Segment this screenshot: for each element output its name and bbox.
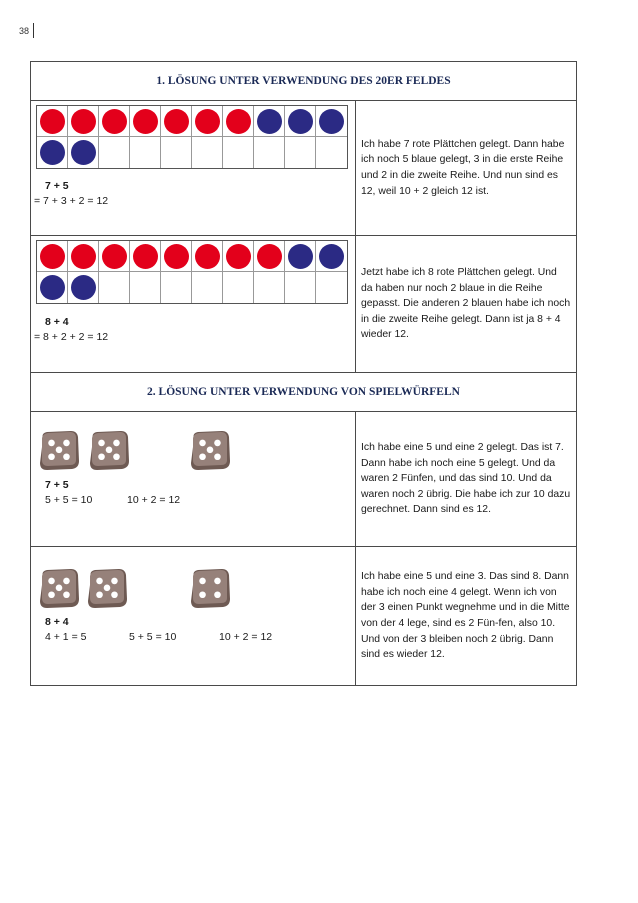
frame-cell bbox=[316, 137, 347, 168]
frame-cell bbox=[285, 241, 316, 272]
die-pip bbox=[207, 447, 214, 454]
section-1-example-1-work bbox=[31, 101, 356, 235]
frame-cell bbox=[285, 106, 316, 137]
frame-cell bbox=[254, 241, 285, 272]
frame-cell bbox=[68, 106, 99, 137]
task-label: 8 + 4 bbox=[45, 616, 69, 628]
frame-cell bbox=[161, 106, 192, 137]
frame-cell bbox=[223, 272, 254, 303]
frame-cell bbox=[285, 272, 316, 303]
frame-cell bbox=[192, 241, 223, 272]
red-counter bbox=[71, 109, 96, 134]
frame-cell bbox=[68, 272, 99, 303]
die-pip bbox=[111, 591, 118, 598]
die-pip bbox=[199, 440, 206, 447]
red-counter bbox=[102, 109, 127, 134]
red-counter bbox=[164, 109, 189, 134]
frame-cell bbox=[68, 241, 99, 272]
die-pip bbox=[106, 447, 113, 454]
red-counter bbox=[40, 244, 65, 269]
frame-row bbox=[37, 272, 347, 303]
frame-cell bbox=[37, 137, 68, 168]
die-pip bbox=[63, 453, 70, 460]
die-five-icon bbox=[188, 429, 232, 471]
section-2-title: 2. LÖSUNG UNTER VERWENDUNG VON SPIELWÜRFELN bbox=[31, 373, 576, 412]
task-label: 7 + 5 bbox=[45, 180, 69, 192]
red-counter bbox=[257, 244, 282, 269]
frame-cell bbox=[161, 137, 192, 168]
die-pip bbox=[199, 453, 206, 460]
blue-counter bbox=[71, 140, 96, 165]
frame-cell bbox=[254, 137, 285, 168]
frame-cell bbox=[254, 272, 285, 303]
die-pip bbox=[96, 578, 103, 585]
die-five-icon bbox=[37, 429, 81, 471]
die-pip bbox=[48, 453, 55, 460]
frame-cell bbox=[192, 106, 223, 137]
frame-cell bbox=[223, 106, 254, 137]
frame-row bbox=[37, 241, 347, 272]
blue-counter bbox=[40, 275, 65, 300]
section-2-example-1-row bbox=[31, 412, 576, 547]
frame-cell bbox=[37, 272, 68, 303]
die-pip bbox=[98, 440, 105, 447]
section-2-example-1-work bbox=[31, 412, 356, 546]
frame-cell bbox=[161, 241, 192, 272]
explanation-text: Jetzt habe ich 8 rote Plättchen gelegt. Und da haben nur noch 2 blaue in die Reihe gepasst. Die anderen 2 blauen habe ich noch in die zweite Reihe gelegt. Dann ist ja 8 + 4 wieder 12. bbox=[361, 267, 571, 341]
die-five-icon bbox=[85, 567, 129, 609]
die-pip bbox=[56, 585, 63, 592]
die-five-icon bbox=[87, 429, 131, 471]
blue-counter bbox=[40, 140, 65, 165]
die-pip bbox=[214, 453, 221, 460]
frame-cell bbox=[99, 241, 130, 272]
frame-cell bbox=[223, 241, 254, 272]
section-1-title: 1. LÖSUNG UNTER VERWENDUNG DES 20ER FELDES bbox=[31, 62, 576, 101]
red-counter bbox=[133, 244, 158, 269]
frame-cell bbox=[130, 272, 161, 303]
task-label: 8 + 4 bbox=[45, 316, 69, 328]
explanation-text: Ich habe eine 5 und eine 2 gelegt. Das ist 7. Dann habe ich noch eine 5 gelegt. Und da waren 2 Fünfen, und das sind 10. Und da waren noch 2 übrig. Die habe ich zur 10 dazu gerechnet. Dann sind es 12. bbox=[361, 442, 571, 516]
explanation-text: Ich habe 7 rote Plättchen gelegt. Dann habe ich noch 5 blaue gelegt, 3 in die erste Reihe und 2 in die zweite Reihe. Und nun sind es 12, weil 10 + 2 gleich 12 ist. bbox=[361, 138, 565, 197]
blue-counter bbox=[288, 244, 313, 269]
section-1-example-2-work bbox=[31, 236, 356, 372]
frame-cell bbox=[254, 106, 285, 137]
die-pip bbox=[199, 591, 206, 598]
page-number-divider bbox=[33, 23, 34, 38]
calc-step-2: 5 + 5 = 10 bbox=[129, 631, 177, 643]
explanation-text: Ich habe eine 5 und eine 3. Das sind 8. Dann habe ich noch eine 4 gelegt. Wenn ich von der 3 einen Punkt wegnehme und in die Mitte von der 4 lege, sind es 2 Fün-fen, also 10. Und von der 3 bleiben noch 2 übrig. Dann sind es wieder 12. bbox=[361, 571, 570, 661]
section-2-example-2-row bbox=[31, 547, 576, 685]
die-pip bbox=[96, 591, 103, 598]
calc-step-1: 5 + 5 = 10 bbox=[45, 494, 93, 506]
red-counter bbox=[133, 109, 158, 134]
section-1-example-2-row bbox=[31, 236, 576, 373]
section-1-example-1-explanation-cell bbox=[356, 101, 576, 235]
red-counter bbox=[195, 244, 220, 269]
frame-cell bbox=[161, 272, 192, 303]
red-counter bbox=[102, 244, 127, 269]
frame-cell bbox=[99, 272, 130, 303]
section-2-example-2-explanation-cell bbox=[356, 547, 576, 685]
page-number: 38 bbox=[19, 26, 30, 36]
blue-counter bbox=[288, 109, 313, 134]
calc-step-1: 4 + 1 = 5 bbox=[45, 631, 87, 643]
die-pip bbox=[199, 578, 206, 585]
blue-counter bbox=[319, 244, 344, 269]
frame-row bbox=[37, 106, 347, 137]
calculation: = 7 + 3 + 2 = 12 bbox=[34, 195, 109, 207]
die-pip bbox=[48, 591, 55, 598]
task-label: 7 + 5 bbox=[45, 479, 69, 491]
die-pip bbox=[111, 578, 118, 585]
frame-cell bbox=[130, 241, 161, 272]
die-pip bbox=[48, 440, 55, 447]
red-counter bbox=[40, 109, 65, 134]
frame-cell bbox=[316, 241, 347, 272]
frame-row bbox=[37, 137, 347, 168]
calc-step-3: 10 + 2 = 12 bbox=[219, 631, 273, 643]
frame-cell bbox=[316, 272, 347, 303]
die-pip bbox=[214, 591, 221, 598]
red-counter bbox=[164, 244, 189, 269]
frame-cell bbox=[285, 137, 316, 168]
die-pip bbox=[104, 585, 111, 592]
die-four-icon bbox=[188, 567, 232, 609]
frame-cell bbox=[192, 137, 223, 168]
red-counter bbox=[226, 244, 251, 269]
red-counter bbox=[195, 109, 220, 134]
blue-counter bbox=[319, 109, 344, 134]
red-counter bbox=[71, 244, 96, 269]
calculation: = 8 + 2 + 2 = 12 bbox=[34, 331, 109, 343]
calc-step-2: 10 + 2 = 12 bbox=[127, 494, 181, 506]
frame-cell bbox=[99, 137, 130, 168]
die-pip bbox=[214, 440, 221, 447]
twenty-frame bbox=[36, 240, 348, 304]
die-pip bbox=[63, 591, 70, 598]
die-five-icon bbox=[37, 567, 81, 609]
section-2-example-1-explanation-cell bbox=[356, 412, 576, 546]
frame-cell bbox=[99, 106, 130, 137]
die-pip bbox=[63, 440, 70, 447]
frame-cell bbox=[37, 106, 68, 137]
die-pip bbox=[56, 447, 63, 454]
die-pip bbox=[113, 453, 120, 460]
die-pip bbox=[98, 453, 105, 460]
frame-cell bbox=[68, 137, 99, 168]
frame-cell bbox=[130, 106, 161, 137]
die-pip bbox=[48, 578, 55, 585]
section-2-example-2-work bbox=[31, 547, 356, 685]
red-counter bbox=[226, 109, 251, 134]
section-1-example-1-row bbox=[31, 101, 576, 236]
die-pip bbox=[113, 440, 120, 447]
twenty-frame bbox=[36, 105, 348, 169]
frame-cell bbox=[316, 106, 347, 137]
frame-cell bbox=[130, 137, 161, 168]
die-pip bbox=[63, 578, 70, 585]
solutions-table bbox=[30, 61, 577, 686]
blue-counter bbox=[257, 109, 282, 134]
section-1-example-2-explanation-cell bbox=[356, 236, 576, 372]
blue-counter bbox=[71, 275, 96, 300]
frame-cell bbox=[192, 272, 223, 303]
frame-cell bbox=[223, 137, 254, 168]
frame-cell bbox=[37, 241, 68, 272]
die-pip bbox=[214, 578, 221, 585]
